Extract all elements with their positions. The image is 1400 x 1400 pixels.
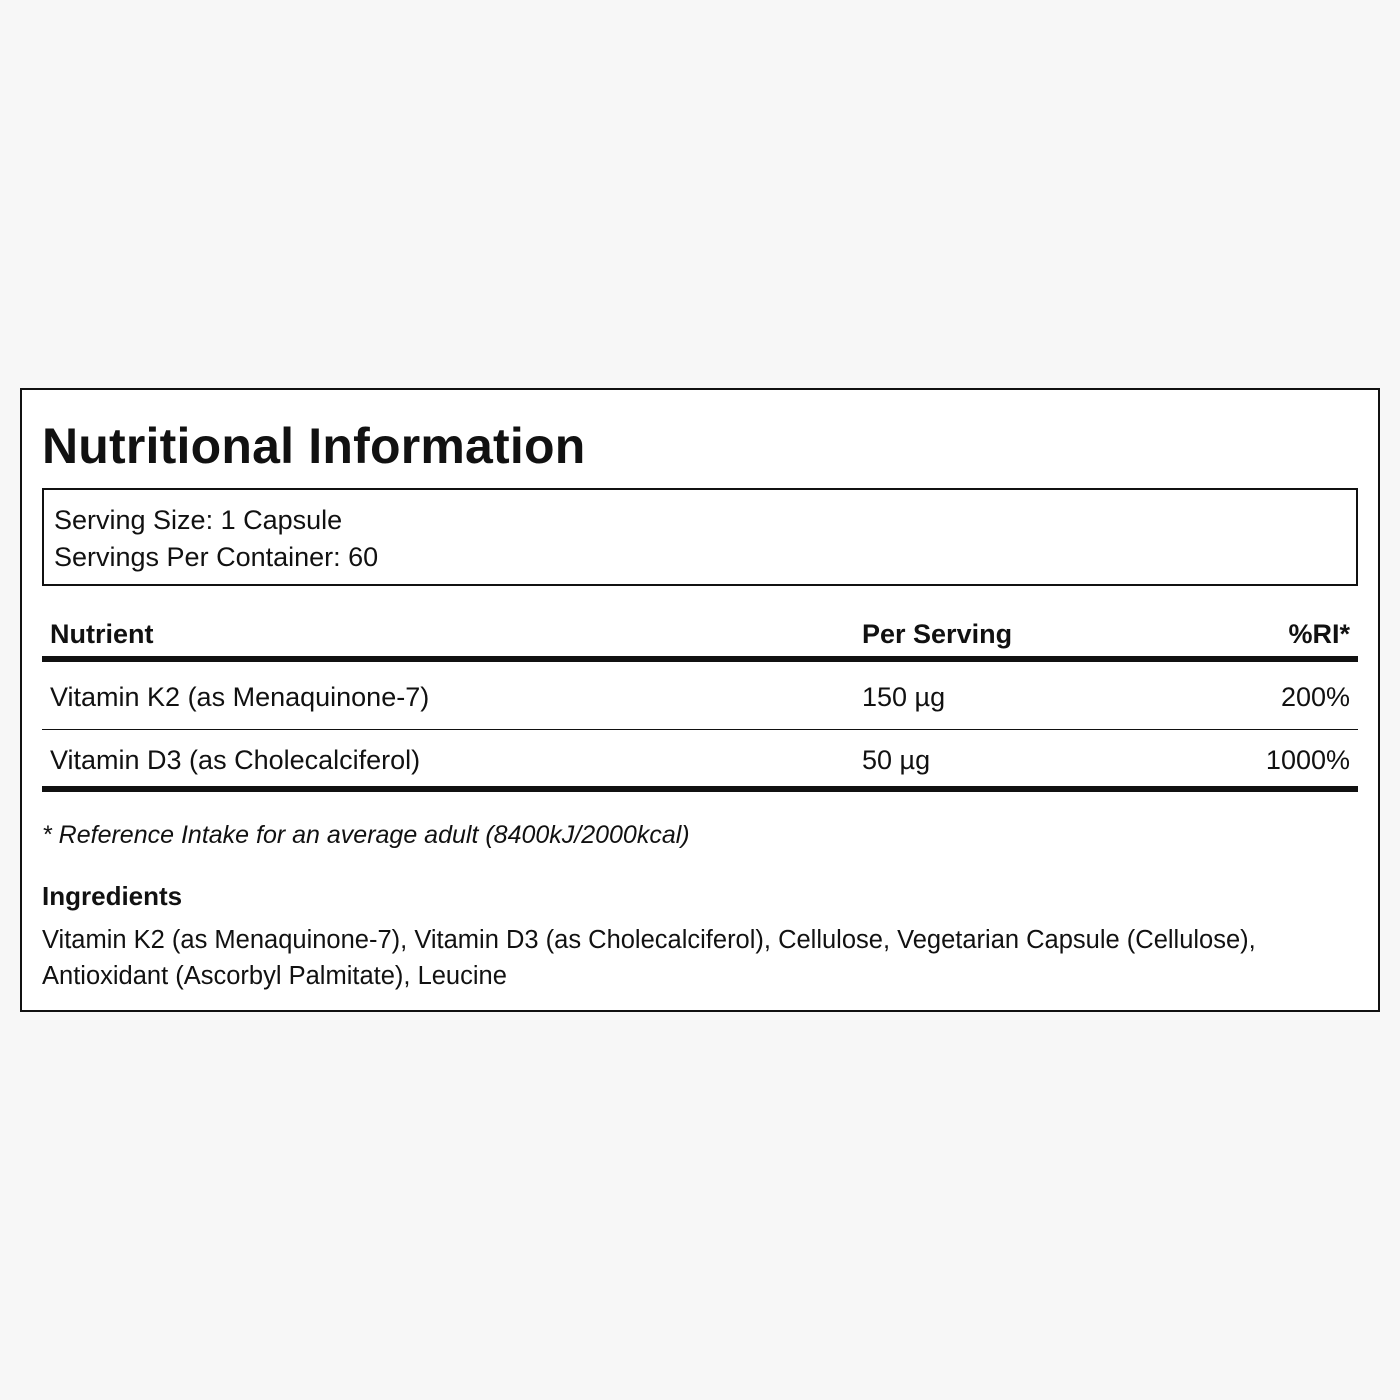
nutrient-name: Vitamin D3 (as Cholecalciferol) (42, 730, 854, 790)
header-nutrient: Nutrient (42, 612, 854, 659)
nutrient-table-header (42, 612, 1358, 659)
nutrient-table (42, 612, 1358, 792)
serving-info-box (42, 488, 1358, 586)
nutrient-name: Vitamin K2 (as Menaquinone-7) (42, 659, 854, 730)
nutrition-label-panel (20, 388, 1380, 1012)
nutrient-ri: 200% (1170, 659, 1358, 730)
ri-footnote: * Reference Intake for an average adult (8400kJ/2000kcal) (42, 821, 690, 849)
nutrient-amount: 150 µg (854, 659, 1170, 730)
nutrient-table-body (42, 659, 1358, 789)
header-per-serving: Per Serving (854, 612, 1170, 659)
ingredients-line: Antioxidant (Ascorbyl Palmitate), Leucine (42, 962, 507, 990)
ingredients-heading: Ingredients (42, 881, 183, 911)
ingredients-line: Vitamin K2 (as Menaquinone-7), Vitamin D3 (as Cholecalciferol), Cellulose, Vegetarian Capsule (Cellulose), (42, 926, 1256, 954)
table-row (42, 659, 1358, 730)
ingredients-list (42, 922, 1358, 994)
nutrient-amount: 50 µg (854, 730, 1170, 790)
servings-per-container: Servings Per Container: 60 (54, 542, 379, 572)
label-title: Nutritional Information (42, 418, 586, 474)
header-ri: %RI* (1170, 612, 1358, 659)
table-row (42, 730, 1358, 790)
nutrient-ri: 1000% (1170, 730, 1358, 790)
table-header-row (42, 612, 1358, 659)
serving-size: Serving Size: 1 Capsule (54, 505, 343, 535)
